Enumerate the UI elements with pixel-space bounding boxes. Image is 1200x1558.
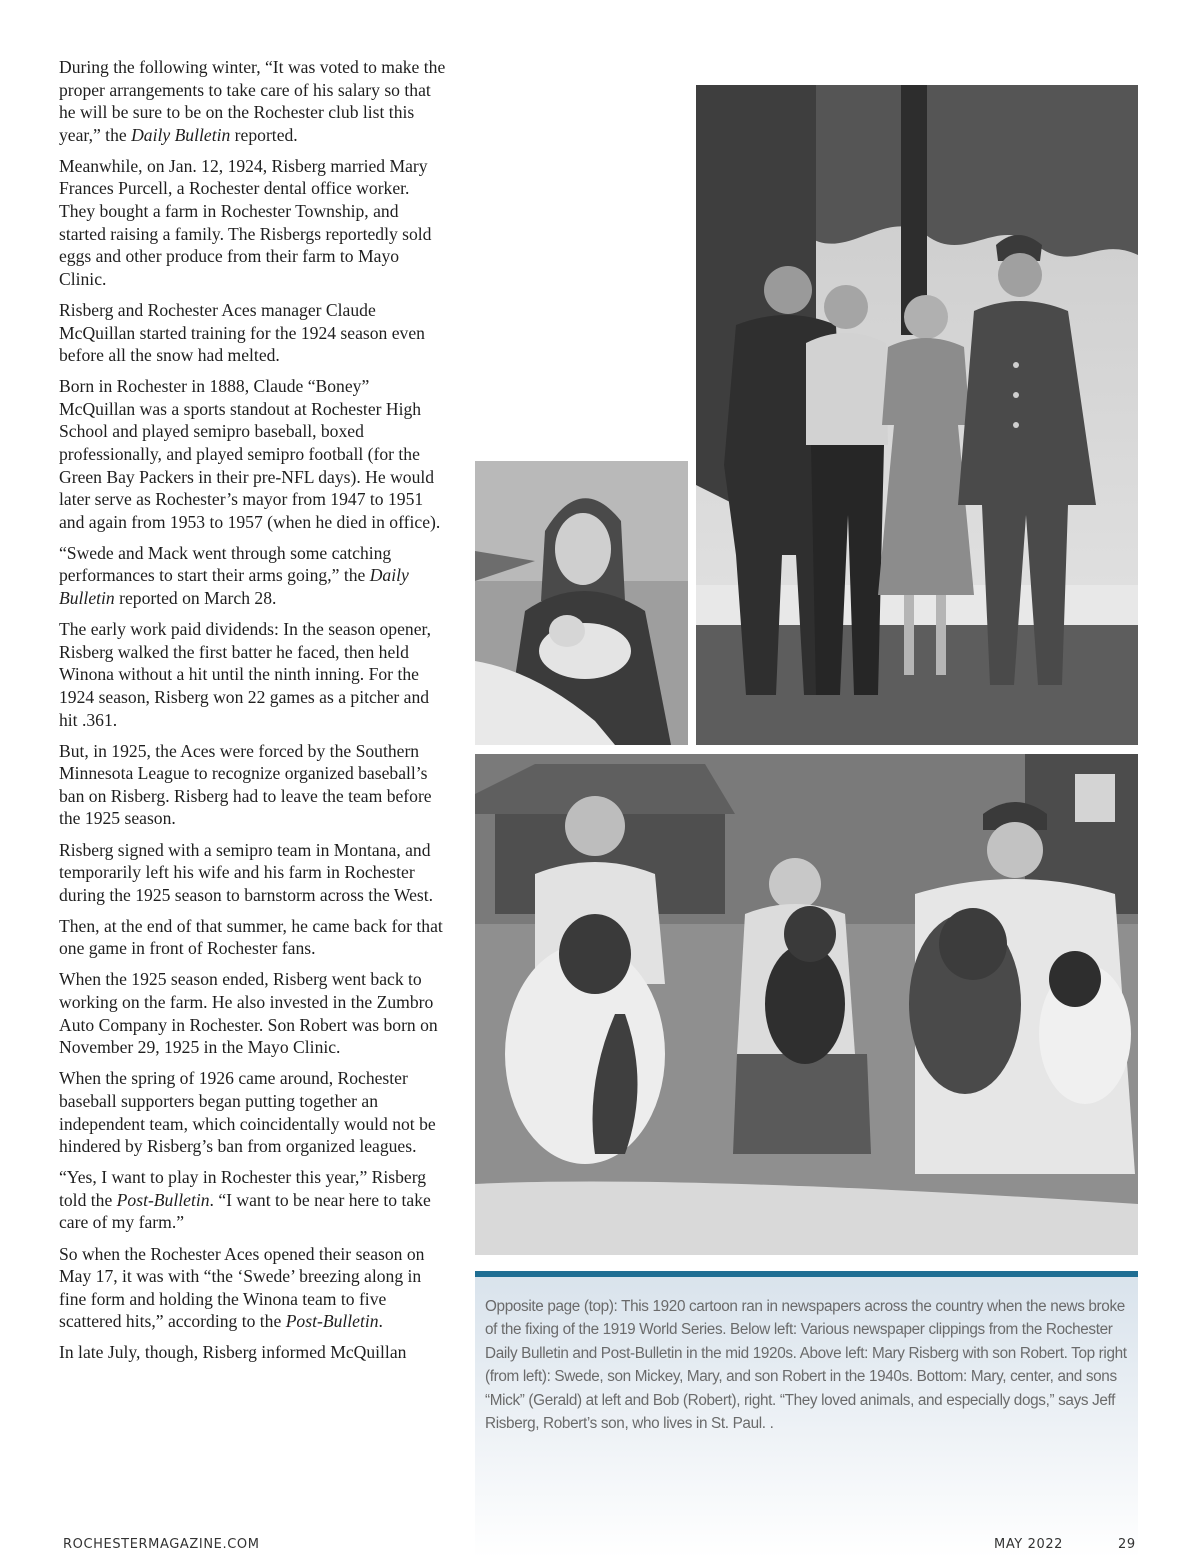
article-paragraph-8: Risberg signed with a semipro team in Montana, and temporarily left his wife and his farm in Rochester during the 1925 season to barnstorm across the West.: [59, 839, 434, 905]
article-paragraph-4: Born in Rochester in 1888, Claude “Boney” McQuillan was a sports standout at Rochester High School and played semipro baseball, boxed professionally, and played semipro football (for the Green Bay Packers in their pre-NFL days). He would later serve as Rochester’s mayor from 1947 to 1951 and again from 1953 to 1957 (when he died in office).: [59, 376, 441, 532]
article-paragraph-14: In late July, though, Risberg informed McQuillan: [59, 1342, 407, 1363]
article-paragraph-9: Then, at the end of that summer, he came back for that one game in front of Rochester fans.: [59, 915, 443, 959]
family-photo: [696, 85, 1138, 745]
article-paragraph-7: But, in 1925, the Aces were forced by the Southern Minnesota League to recognize organized baseball’s ban on Risberg. Risberg had to leave the team before the 1925 season.: [59, 740, 432, 829]
mother-and-baby-photo: [475, 461, 688, 745]
photo-caption-box: [475, 1271, 1138, 1558]
article-paragraph-11: When the spring of 1926 came around, Rochester baseball supporters began putting together an independent team, which coincidentally would not be hindered by Risberg’s ban from organized leagues.: [59, 1068, 436, 1157]
footer-page-number: 29: [1118, 1537, 1136, 1552]
article-paragraph-10: When the 1925 season ended, Risberg went back to working on the farm. He also invested in the Zumbro Auto Company in Rochester. Son Robert was born on November 29, 1925 in the Mayo Clinic.: [59, 969, 438, 1058]
article-paragraph-13: So when the Rochester Aces opened their season on May 17, it was with “the ‘Swede’ breezing along in fine form and holding the Winona team to five scattered hits,” according to the Post-Bulletin.: [59, 1243, 425, 1332]
footer-website: ROCHESTERMAGAZINE.COM: [63, 1537, 260, 1552]
article-column: [59, 56, 449, 1372]
article-paragraph-6: The early work paid dividends: In the season opener, Risberg walked the first batter he faced, then held Winona without a hit until the ninth inning. For the 1924 season, Risberg won 22 games as a pitcher and hit .361.: [59, 619, 432, 730]
article-paragraph-5: “Swede and Mack went through some catching performances to start their arms going,” the Daily Bulletin reported on March 28.: [59, 542, 409, 609]
article-paragraph-1: During the following winter, “It was voted to make the proper arrangements to take care of his salary so that he will be sure to be on the Rochester club list this year,” the Daily Bulletin reported.: [59, 57, 446, 145]
footer-issue-date: MAY 2022: [994, 1537, 1064, 1552]
photo-caption: Opposite page (top): This 1920 cartoon ran in newspapers across the country when the news broke of the fixing of the 1919 World Series. Below left: Various newspaper clippings from the Rochester Daily Bulletin and Post-Bulletin in the mid 1920s. Above left: Mary Risberg with son Robert. Top right (from left): Swede, son Mickey, Mary, and son Robert in the 1940s. Bottom: Mary, center, and sons “Mick” (Gerald) at left and Bob (Robert), right. “They loved animals, and especially dogs,” says Jeff Risberg, Robert’s son, who lives in St. Paul. .: [485, 1298, 1127, 1433]
article-paragraph-2: Meanwhile, on Jan. 12, 1924, Risberg married Mary Frances Purcell, a Rochester dental office worker. They bought a farm in Rochester Township, and started raising a family. The Risbergs reportedly sold eggs and other produce from their farm to Mayo Clinic.: [59, 155, 432, 289]
article-paragraph-12: “Yes, I want to play in Rochester this year,” Risberg told the Post-Bulletin. “I want to be near here to take care of my farm.”: [59, 1167, 431, 1233]
article-paragraph-3: Risberg and Rochester Aces manager Claude McQuillan started training for the 1924 season even before all the snow had melted.: [59, 299, 425, 366]
family-with-dogs-photo: [475, 754, 1138, 1255]
